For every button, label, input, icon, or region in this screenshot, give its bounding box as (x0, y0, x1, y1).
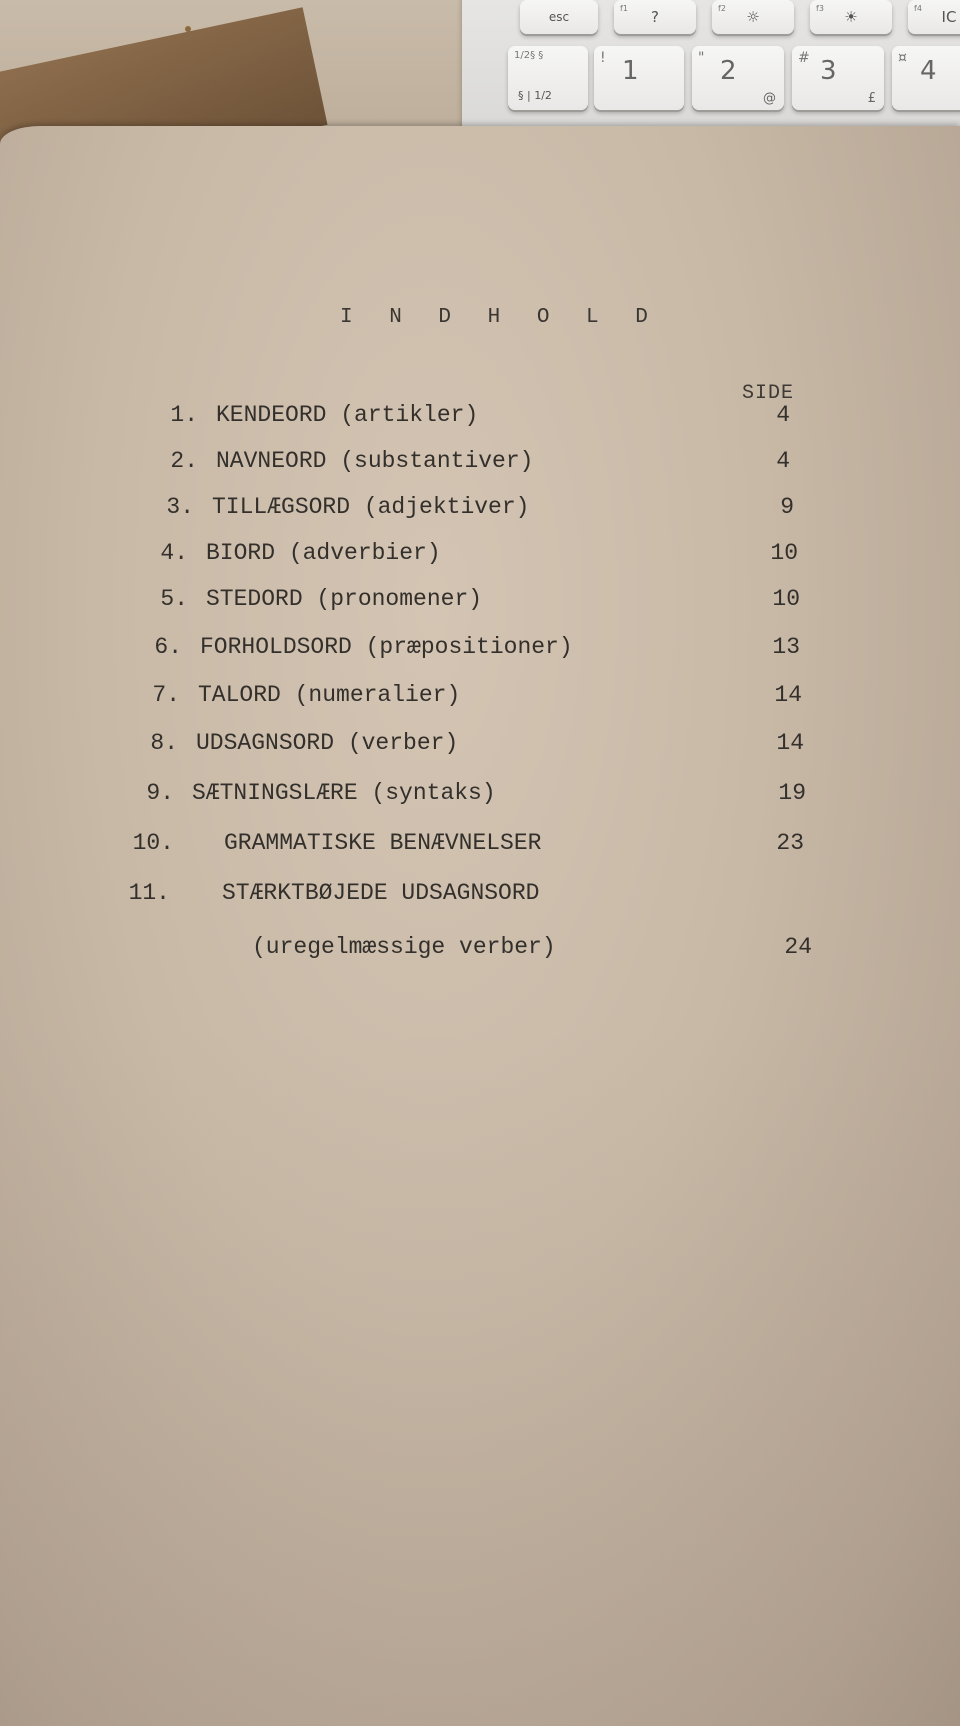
entry-page: 9 (780, 494, 794, 520)
page-column-header: SIDE (742, 382, 795, 405)
f1-key-fn: f1 (620, 4, 628, 13)
key-3[interactable] (792, 46, 884, 110)
key-2[interactable] (692, 46, 784, 110)
key-2-sub: @ (763, 91, 776, 106)
f4-key[interactable] (908, 0, 960, 34)
entry-number: 11. (128, 880, 170, 906)
entry-number: 4. (160, 540, 188, 566)
entry-page: 10 (772, 586, 800, 612)
f3-key-fn: f3 (816, 4, 824, 13)
mission-control-icon: IC (941, 8, 957, 26)
entry-number: 2. (170, 448, 198, 474)
section-key-top: 1/2§ § (514, 50, 544, 61)
key-3-main: 3 (820, 56, 837, 86)
key-3-sub: £ (867, 91, 876, 106)
key-4-main: 4 (920, 56, 937, 86)
key-1[interactable] (594, 46, 684, 110)
entry-label: STÆRKTBØJEDE UDSAGNSORD (222, 880, 540, 906)
esc-key[interactable] (520, 0, 598, 34)
entry-label: KENDEORD (artikler) (216, 402, 479, 428)
entry-page: 4 (776, 448, 790, 474)
entry-number: 9. (146, 780, 174, 806)
brightness-up-icon: ☀ (844, 8, 858, 26)
f1-key-label: ? (651, 8, 659, 26)
entry-page: 10 (770, 540, 798, 566)
entry-number: 8. (150, 730, 178, 756)
esc-key-label: esc (548, 10, 570, 24)
entry-page: 23 (776, 830, 804, 856)
entry-number: 1. (170, 402, 198, 428)
entry-label: TILLÆGSORD (adjektiver) (212, 494, 530, 520)
document-page (0, 126, 960, 1726)
entry-label: BIORD (adverbier) (206, 540, 441, 566)
entry-number: 7. (152, 682, 180, 708)
entry-label: UDSAGNSORD (verber) (196, 730, 459, 756)
entry-label: SÆTNINGSLÆRE (syntaks) (192, 780, 496, 806)
entry-page: 4 (776, 402, 790, 428)
entry-page: 19 (778, 780, 806, 806)
f3-key[interactable] (810, 0, 892, 34)
show-through-text (0, 1026, 960, 1726)
key-2-top: " (698, 50, 705, 66)
key-1-top: ! (600, 50, 606, 66)
entry-number: 6. (154, 634, 182, 660)
entry-page: 14 (774, 682, 802, 708)
entry-page: 13 (772, 634, 800, 660)
page-title: I N D H O L D (340, 306, 660, 329)
key-4[interactable] (892, 46, 960, 110)
entry-page: 14 (776, 730, 804, 756)
entry-label: FORHOLDSORD (præpositioner) (200, 634, 573, 660)
entry-number: 3. (166, 494, 194, 520)
key-1-main: 1 (622, 56, 639, 86)
entry-number: 5. (160, 586, 188, 612)
entry-label: TALORD (numeralier) (198, 682, 461, 708)
section-key[interactable] (508, 46, 588, 110)
key-2-main: 2 (720, 56, 737, 86)
entry-label: NAVNEORD (substantiver) (216, 448, 534, 474)
f2-key-fn: f2 (718, 4, 726, 13)
entry-label: GRAMMATISKE BENÆVNELSER (224, 830, 542, 856)
f2-key[interactable] (712, 0, 794, 34)
f1-key[interactable] (614, 0, 696, 34)
key-4-top: ¤ (898, 50, 907, 66)
f4-key-fn: f4 (914, 4, 922, 13)
brightness-down-icon: ☼ (746, 8, 760, 26)
keyboard (462, 0, 960, 140)
key-3-top: # (798, 50, 810, 66)
section-key-bottom: § | 1/2 (518, 89, 552, 102)
entry-page: 24 (784, 934, 812, 960)
entry-label: STEDORD (pronomener) (206, 586, 483, 612)
entry-number: 10. (132, 830, 174, 856)
entry-label: (uregelmæssige verber) (252, 934, 556, 960)
